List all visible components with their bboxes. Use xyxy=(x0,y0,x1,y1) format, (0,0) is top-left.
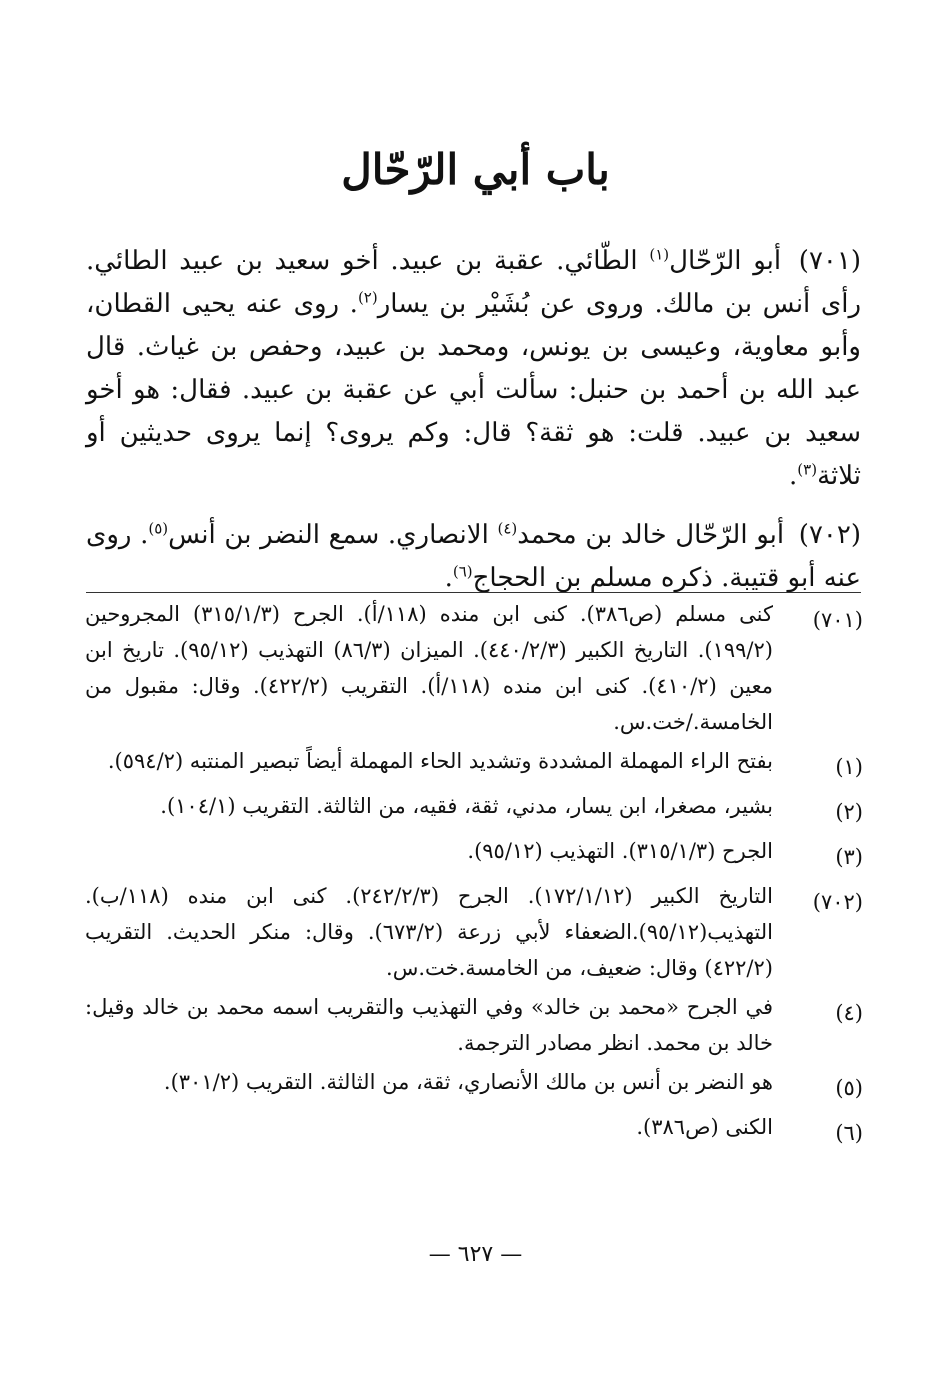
footnote-number: (٤) xyxy=(835,1001,863,1025)
entry-text: أبو الرّحّال خالد بن محمد xyxy=(517,520,785,550)
footnote-text: هو النضر بن أنس بن مالك الأنصاري، ثقة، من الثالثة. التقريب (٣٠١/٢). xyxy=(163,1070,773,1094)
entry-text: . xyxy=(789,461,798,491)
footnote-item xyxy=(85,596,863,740)
footnote-number: (٦) xyxy=(835,1121,863,1145)
footnote-item xyxy=(85,1109,863,1151)
footnote-item xyxy=(85,989,863,1061)
page-number: — ٦٢٧ — xyxy=(428,1242,523,1267)
footnote-item xyxy=(85,1064,863,1106)
footnote-text: بفتح الراء المهملة المشددة وتشديد الحاء المهملة أيضاً تبصير المنتبه (٥٩٤/٢). xyxy=(107,749,773,773)
entry-text: . روى عنه يحيى القطان، وأبو معاوية، وعيسى بن يونس، ومحمد بن عبيد، وحفص بن غياث. قال عبد الله بن أحمد بن حنبل: سألت أبي عن عقبة بن عبيد. فقال: هو أخو سعيد بن عبيد. قلت: هو ثقة؟ قال: وكم يروى؟ إنما يروى حديثين أو ثلاثة xyxy=(86,289,861,491)
footnote-number: (٢) xyxy=(835,800,863,824)
footnote-ref: (٥) xyxy=(148,519,169,538)
entry-number: (٧٠١) xyxy=(798,246,861,276)
footnote-ref: (١) xyxy=(649,245,670,264)
entry-text: . xyxy=(444,563,453,593)
footnote-number: (١) xyxy=(835,755,863,779)
footnote-number: (٣) xyxy=(835,845,863,869)
footnote-number: (٧٠٢) xyxy=(812,890,863,914)
entry-text: . روى عنه أبو قتيبة. ذكره مسلم بن الحجاج xyxy=(86,520,861,593)
footnotes-section xyxy=(85,596,863,1154)
footnote-item xyxy=(85,833,863,875)
footnote-ref: (٢) xyxy=(357,288,378,307)
footnote-item xyxy=(85,788,863,830)
chapter-title: باب أبي الرّحّال xyxy=(341,145,610,194)
entry-text: أبو الرّحّال xyxy=(669,246,782,276)
entry-702 xyxy=(86,514,861,600)
footnote-number: (٧٠١) xyxy=(812,608,863,632)
entry-701 xyxy=(86,240,861,498)
footnote-text: في الجرح «محمد بن خالد» وفي التهذيب والتقريب اسمه محمد بن خالد وقيل: خالد بن محمد. انظر مصادر الترجمة. xyxy=(85,995,773,1055)
entry-number: (٧٠٢) xyxy=(798,520,861,550)
footnote-number: (٥) xyxy=(835,1076,863,1100)
entry-text: الطّائي. عقبة بن عبيد. أخو سعيد بن عبيد الطائي. رأى أنس بن مالك. وروى عن بُشَيْر بن يسار xyxy=(86,246,861,319)
footnote-text: بشير، مصغرا، ابن يسار، مدني، ثقة، فقيه، من الثالثة. التقريب (١٠٤/١). xyxy=(160,794,773,818)
footnote-ref: (٦) xyxy=(452,562,473,581)
footnote-item xyxy=(85,878,863,986)
footnote-ref: (٣) xyxy=(797,460,818,479)
footnote-text: الكنى (ص٣٨٦). xyxy=(636,1115,773,1139)
entry-text: الانصاري. سمع النضر بن أنس xyxy=(168,520,498,550)
footnote-text: التاريخ الكبير (١٧٢/١/١٢). الجرح (٢٤٢/٢/٣). كنى ابن منده (١١٨/ب). التهذيب(٩٥/١٢).الضعفاء لأبي زرعة (٦٧٣/٢). وقال: منكر الحديث. التقريب (٤٢٢/٢) وقال: ضعيف، من الخامسة.خت.س. xyxy=(85,884,773,980)
footnote-text: الجرح (٣١٥/١/٣). التهذيب (٩٥/١٢). xyxy=(467,839,773,863)
footnote-item xyxy=(85,743,863,785)
footnote-ref: (٤) xyxy=(497,519,518,538)
footnote-text: كنى مسلم (ص٣٨٦). كنى ابن منده (١١٨/أ). الجرح (٣١٥/١/٣) المجروحين (١٩٩/٢). التاريخ الكبير (٤٤٠/٢/٣). الميزان (٨٦/٣) التهذيب (٩٥/١٢). تاريخ ابن معين (٤١٠/٢). كنى ابن منده (١١٨/أ). التقريب (٤٢٢/٢). وقال: مقبول من الخامسة./خت.س. xyxy=(85,602,773,734)
footnote-divider xyxy=(86,592,861,593)
entries-section xyxy=(86,240,861,616)
